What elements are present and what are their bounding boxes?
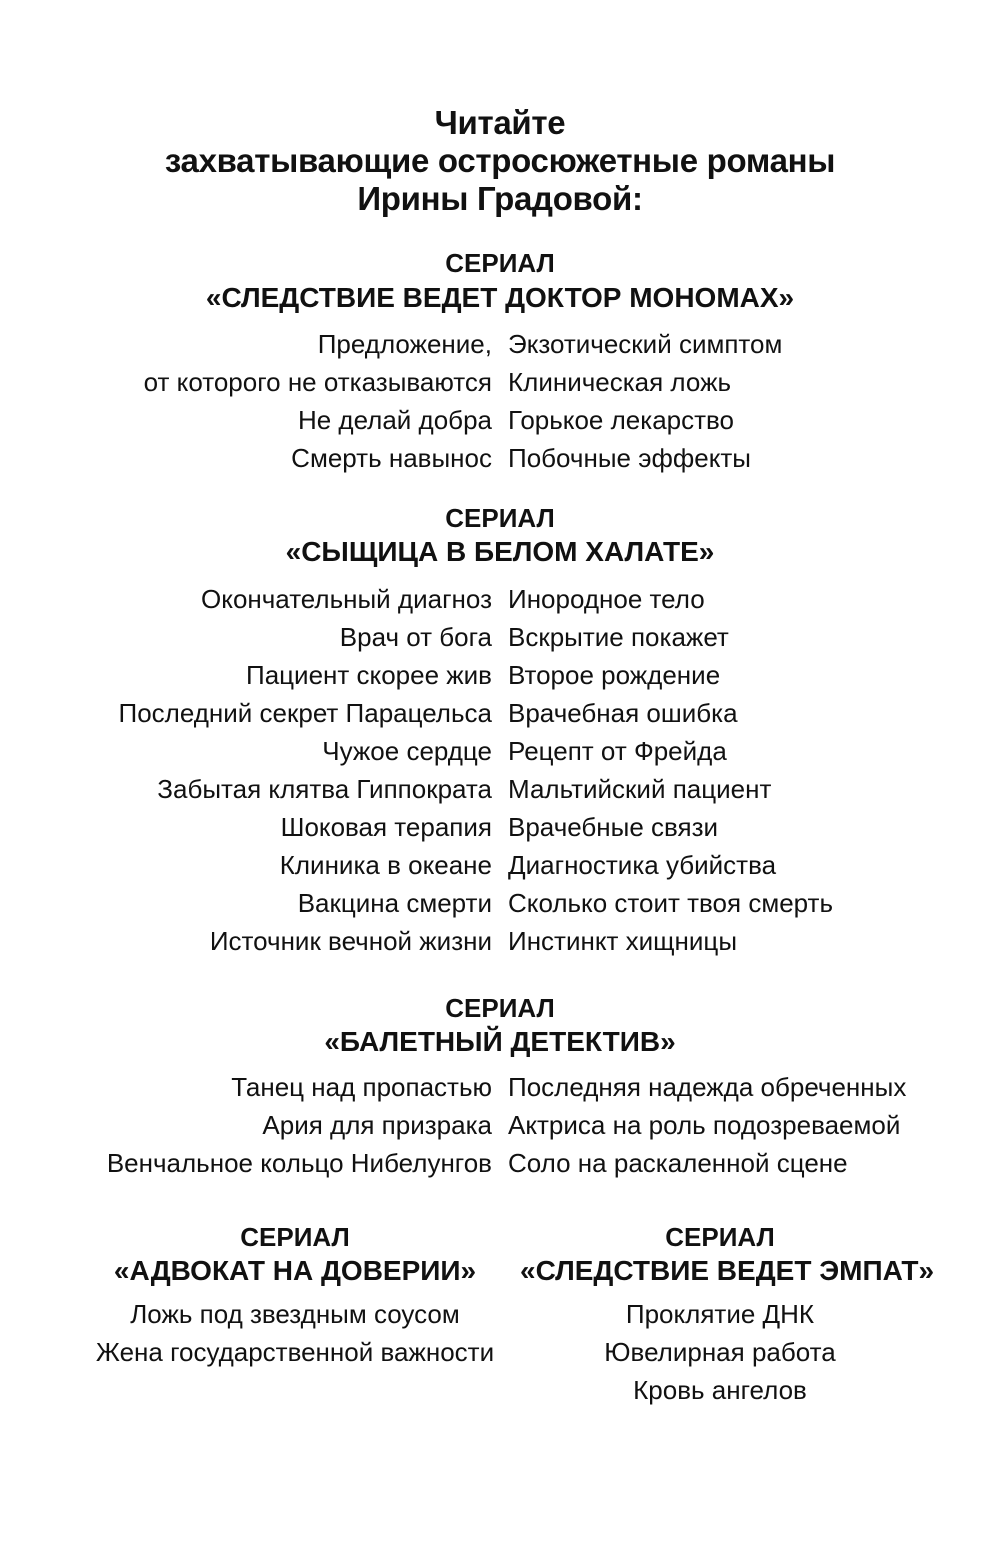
book-title: Ложь под звездным соусом — [130, 1299, 460, 1329]
book-title: Побочные эффекты — [508, 443, 751, 473]
series-advokat-column — [95, 1295, 495, 1371]
book-title: Клиническая ложь — [508, 367, 732, 397]
book-title: Инстинкт хищницы — [508, 926, 738, 956]
series-monomakh-title: «СЛЕДСТВИЕ ВЕДЕТ ДОКТОР МОНОМАХ» — [205, 282, 795, 313]
series-empat-title: «СЛЕДСТВИЕ ВЕДЕТ ЭМПАТ» — [520, 1255, 935, 1286]
book-title: Ария для призрака — [262, 1110, 492, 1140]
book-title: Танец над пропастью — [231, 1072, 492, 1102]
book-title: Последний секрет Парацельса — [118, 698, 492, 728]
book-title: Окончательный диагноз — [201, 584, 492, 614]
series-syshchitsa-right-column — [508, 580, 833, 960]
book-title: Чужое сердце — [322, 736, 492, 766]
series-syshchitsa-title: «СЫЩИЦА В БЕЛОМ ХАЛАТЕ» — [285, 536, 715, 567]
heading-line-2: захватывающие остросюжетные романы — [164, 142, 836, 179]
book-title: Второе рождение — [508, 660, 721, 690]
book-title: Инородное тело — [508, 584, 705, 614]
book-title: Забытая клятва Гиппократа — [157, 774, 492, 804]
book-title: Вскрытие покажет — [508, 622, 729, 652]
book-title: от которого не отказываются — [143, 367, 492, 397]
book-title: Не делай добра — [297, 405, 492, 435]
book-title: Смерть навынос — [291, 443, 492, 473]
book-title: Врачебная ошибка — [508, 698, 738, 728]
book-title: Врач от бога — [339, 622, 492, 652]
series-syshchitsa-label: СЕРИАЛ — [445, 503, 555, 533]
book-title: Жена государственной важности — [95, 1337, 495, 1367]
book-title: Мальтийский пациент — [508, 774, 772, 804]
book-title: Вакцина смерти — [297, 888, 492, 918]
book-title: Сколько стоит твоя смерть — [508, 888, 833, 918]
book-title: Пациент скорее жив — [246, 660, 492, 690]
book-title: Ювелирная работа — [604, 1337, 836, 1367]
book-title: Врачебные связи — [508, 812, 719, 842]
series-ballet-right-column — [508, 1068, 906, 1182]
book-title: Шоковая терапия — [280, 812, 492, 842]
book-title: Предложение, — [317, 329, 492, 359]
book-title: Диагностика убийства — [508, 850, 777, 880]
series-ballet-title: «БАЛЕТНЫЙ ДЕТЕКТИВ» — [324, 1026, 676, 1057]
book-title: Венчальное кольцо Нибелунгов — [106, 1148, 492, 1178]
series-monomakh-label: СЕРИАЛ — [445, 248, 555, 278]
book-title: Кровь ангелов — [633, 1375, 807, 1405]
heading-line-3: Ирины Градовой: — [357, 180, 643, 217]
series-monomakh-left-column — [144, 325, 492, 477]
book-title: Соло на раскаленной сцене — [508, 1148, 848, 1178]
series-empat-label: СЕРИАЛ — [665, 1222, 775, 1252]
series-advokat-label: СЕРИАЛ — [240, 1222, 350, 1252]
heading-line-1: Читайте — [434, 104, 566, 141]
book-title: Экзотический симптом — [508, 329, 783, 359]
series-monomakh-right-column — [508, 325, 782, 477]
book-title: Горькое лекарство — [508, 405, 735, 435]
series-ballet-left-column — [107, 1068, 492, 1182]
book-title: Источник вечной жизни — [209, 926, 492, 956]
series-ballet-label: СЕРИАЛ — [445, 993, 555, 1023]
book-title: Актриса на роль подозреваемой — [508, 1110, 901, 1140]
book-title: Проклятие ДНК — [625, 1299, 815, 1329]
book-title: Рецепт от Фрейда — [508, 736, 727, 766]
series-empat-column — [520, 1295, 920, 1409]
book-title: Клиника в океане — [279, 850, 492, 880]
book-title: Последняя надежда обреченных — [508, 1072, 907, 1102]
series-advokat-title: «АДВОКАТ НА ДОВЕРИИ» — [113, 1255, 477, 1286]
series-syshchitsa-left-column — [119, 580, 492, 960]
